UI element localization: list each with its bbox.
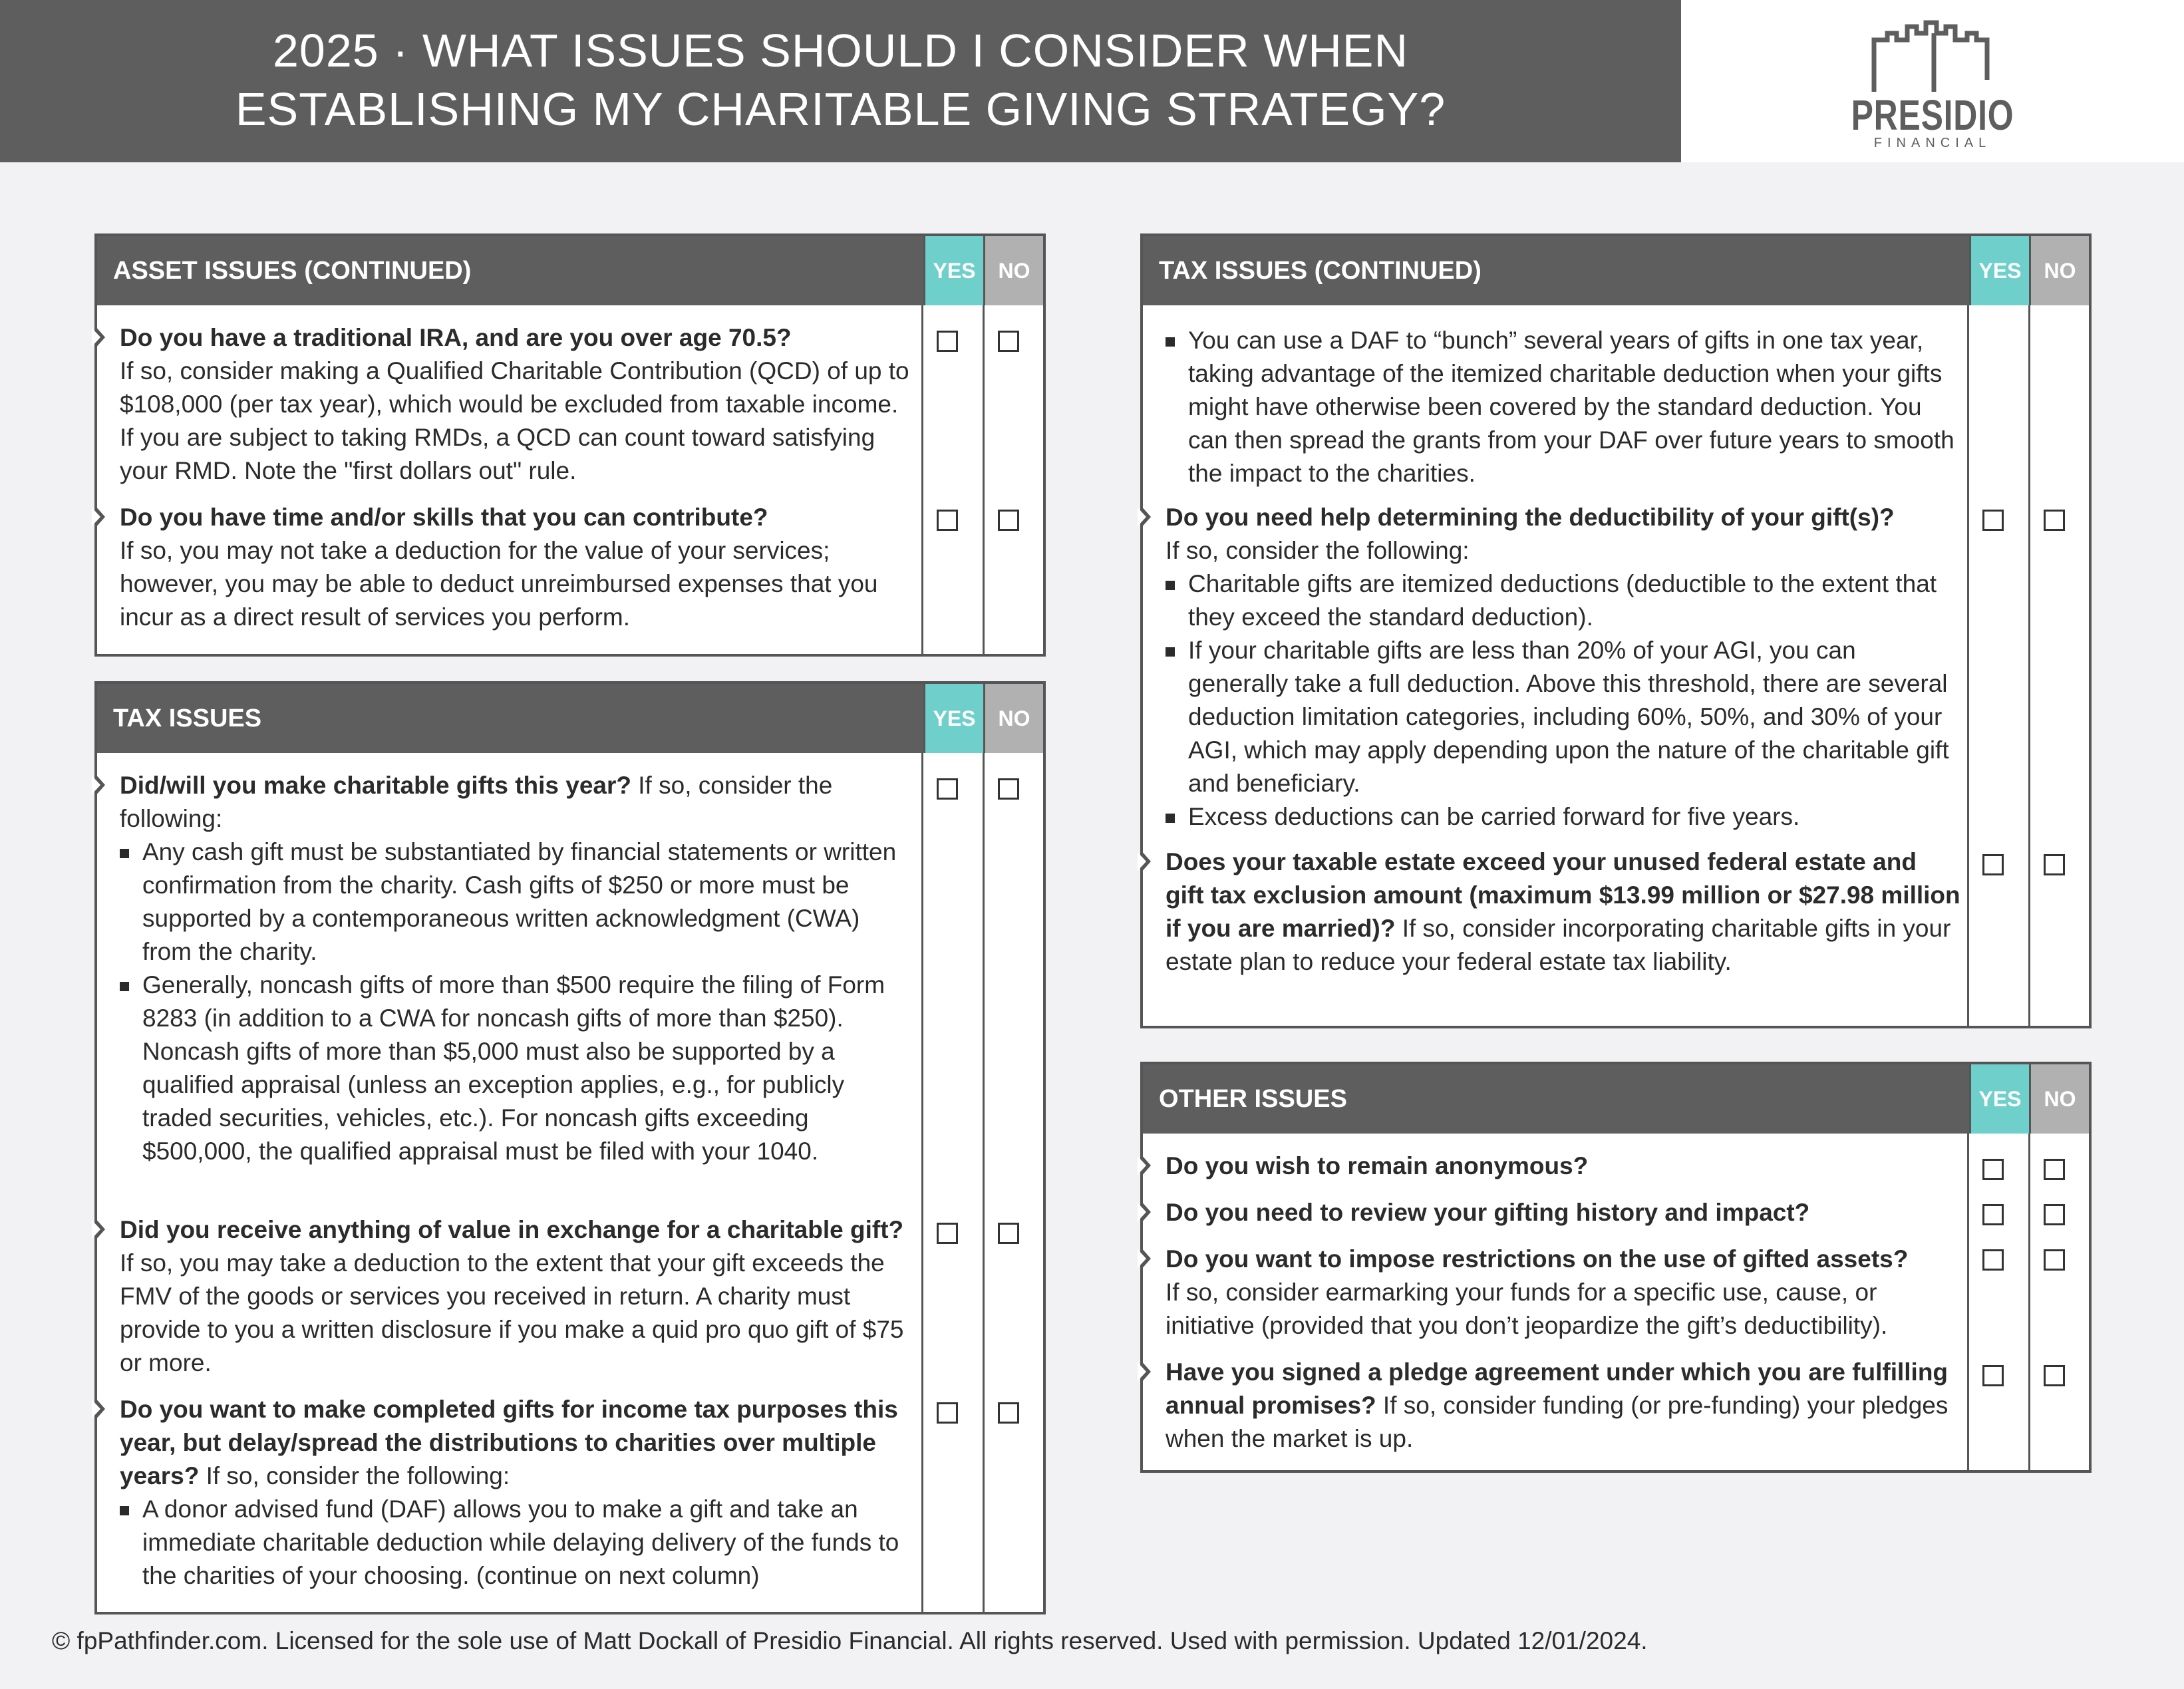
yes-column-header: YES xyxy=(923,236,983,305)
column-divider xyxy=(921,753,923,1612)
question-text: Do you have time and/or skills that you can contribute? xyxy=(120,504,768,531)
row-arrow-icon xyxy=(1140,1153,1151,1177)
question-gifting-history xyxy=(1166,1196,1961,1229)
yes-column-header: YES xyxy=(1969,236,2029,305)
row-arrow-icon xyxy=(1140,1360,1151,1384)
column-divider xyxy=(1967,305,1969,1026)
no-column-header: NO xyxy=(983,684,1043,753)
yes-checkbox[interactable] xyxy=(1982,1365,2004,1386)
yes-checkbox[interactable] xyxy=(937,510,958,531)
yes-checkbox[interactable] xyxy=(1982,1204,2004,1225)
question-text: Do you need help determining the deductibility of your gift(s)? xyxy=(1166,504,1895,531)
yes-checkbox[interactable] xyxy=(937,1402,958,1424)
yes-checkbox[interactable] xyxy=(937,778,958,800)
bullet-item: You can use a DAF to “bunch” several years of gifts in one tax year, taking advantage of the itemized charitable deduction when your gifts might have otherwise been covered by the standard deduction. You can then spread the grants from your DAF over future years to smooth the impact to the charities. xyxy=(1166,324,1961,490)
question-detail: If so, consider funding (or pre-funding) your pledges when the market is up. xyxy=(1166,1392,1949,1452)
row-arrow-icon xyxy=(94,773,105,797)
yes-checkbox[interactable] xyxy=(1982,1249,2004,1271)
no-column-header: NO xyxy=(2029,236,2089,305)
yes-checkbox[interactable] xyxy=(937,331,958,352)
panel-header xyxy=(97,684,1043,753)
question-restrictions xyxy=(1166,1243,1961,1342)
question-detail: If so, consider the following: xyxy=(120,772,833,832)
question-text: Have you signed a pledge agreement under which you are fulfilling annual promises? xyxy=(1166,1358,1949,1419)
row-arrow-icon xyxy=(94,505,105,529)
no-checkbox[interactable] xyxy=(2044,1204,2065,1225)
no-column-header: NO xyxy=(2029,1064,2089,1134)
column-divider xyxy=(1967,1134,1969,1470)
question-charitable-gifts xyxy=(120,769,915,1168)
no-checkbox[interactable] xyxy=(2044,1249,2065,1271)
asset-issues-panel xyxy=(94,233,1046,657)
title-line-2: ESTABLISHING MY CHARITABLE GIVING STRATEGY? xyxy=(235,83,1446,135)
question-text: Do you want to impose restrictions on the use of gifted assets? xyxy=(1166,1245,1909,1273)
no-column-header: NO xyxy=(983,236,1043,305)
question-detail: If so, consider the following: xyxy=(199,1462,510,1489)
question-text: Do you have a traditional IRA, and are you over age 70.5? xyxy=(120,324,792,351)
yes-column-header: YES xyxy=(1969,1064,2029,1134)
bullet-item: Charitable gifts are itemized deductions (deductible to the extent that they exceed the standard deduction). xyxy=(1166,567,1961,634)
question-text: Do you wish to remain anonymous? xyxy=(1166,1152,1589,1179)
copyright-footer: © fpPathfinder.com. Licensed for the sole use of Matt Dockall of Presidio Financial. All rights reserved. Used with permission. Updated 12/01/2024. xyxy=(52,1627,1648,1654)
column-divider xyxy=(921,305,923,654)
question-deductibility xyxy=(1166,501,1961,834)
other-issues-panel xyxy=(1140,1062,2092,1473)
panel-header xyxy=(97,236,1043,305)
logo xyxy=(1681,0,2184,162)
row-arrow-icon xyxy=(94,1217,105,1241)
question-text: Do you want to make completed gifts for income tax purposes this year, but delay/spread the distributions to charities over multiple years? xyxy=(120,1396,898,1489)
panel-title: ASSET ISSUES (CONTINUED) xyxy=(113,257,472,285)
yes-checkbox[interactable] xyxy=(1982,854,2004,875)
bullet-item: Excess deductions can be carried forward for five years. xyxy=(1166,800,1961,834)
question-text: Did/will you make charitable gifts this year? xyxy=(120,772,631,799)
column-divider xyxy=(2028,1134,2030,1470)
row-arrow-icon xyxy=(1140,849,1151,873)
header-bar xyxy=(0,0,1681,162)
panel-title: TAX ISSUES xyxy=(113,704,262,732)
panel-header xyxy=(1143,1064,2089,1134)
castle-tower-logo-icon xyxy=(1867,13,2000,93)
no-checkbox[interactable] xyxy=(2044,1365,2065,1386)
no-checkbox[interactable] xyxy=(2044,1159,2065,1180)
yes-checkbox[interactable] xyxy=(937,1223,958,1244)
question-time-skills xyxy=(120,501,915,634)
question-ira xyxy=(120,321,915,488)
no-checkbox[interactable] xyxy=(998,510,1019,531)
row-arrow-icon xyxy=(1140,1200,1151,1224)
yes-column-header: YES xyxy=(923,684,983,753)
question-text: Did you receive anything of value in exchange for a charitable gift? xyxy=(120,1216,904,1243)
yes-checkbox[interactable] xyxy=(1982,510,2004,531)
daf-bunch-note xyxy=(1166,324,1961,490)
bullet-item: A donor advised fund (DAF) allows you to make a gift and take an immediate charitable deduction while delaying delivery of the funds to the charities of your choosing. (continue on next column) xyxy=(120,1493,915,1593)
question-value-exchange xyxy=(120,1213,915,1380)
row-arrow-icon xyxy=(94,1397,105,1421)
bullet-item: Any cash gift must be substantiated by financial statements or written confirmation from the charity. Cash gifts of $250 or more must be supported by a contemporaneous written acknowledgment (CWA) from the charity. xyxy=(120,836,915,969)
row-arrow-icon xyxy=(1140,505,1151,529)
row-arrow-icon xyxy=(94,325,105,349)
bullet-item: Generally, noncash gifts of more than $500 require the filing of Form 8283 (in addition to a CWA for noncash gifts of more than $250). Noncash gifts of more than $5,000 must also be supported by a qualified appraisal (unless an exception applies, e.g., for publicly traded securities, vehicles, etc.). For noncash gifts exceeding $500,000, the qualified appraisal must be filed with your 1040. xyxy=(120,969,915,1168)
question-text: Does your taxable estate exceed your unused federal estate and gift tax exclusion amount (maximum $13.99 million or $27.98 million if you are married)? xyxy=(1166,848,1960,942)
panel-header xyxy=(1143,236,2089,305)
question-text: Do you need to review your gifting history and impact? xyxy=(1166,1199,1810,1226)
yes-checkbox[interactable] xyxy=(1982,1159,2004,1180)
logo-subtitle: FINANCIAL xyxy=(1873,136,1992,150)
question-taxable-estate xyxy=(1166,845,1961,979)
row-arrow-icon xyxy=(1140,1247,1151,1271)
question-completed-gifts xyxy=(120,1393,915,1593)
tax-issues-panel xyxy=(94,681,1046,1614)
question-detail: If so, consider earmarking your funds for a specific use, cause, or initiative (provided that you don’t jeopardize the gift’s deductibility). xyxy=(1166,1279,1888,1339)
panel-title: OTHER ISSUES xyxy=(1159,1085,1347,1113)
no-checkbox[interactable] xyxy=(998,778,1019,800)
panel-title: TAX ISSUES (CONTINUED) xyxy=(1159,257,1482,285)
logo-name: PRESIDIO xyxy=(1851,91,2014,139)
question-pledge xyxy=(1166,1356,1961,1456)
question-detail: If so, consider making a Qualified Charitable Contribution (QCD) of up to $108,000 (per tax year), which would be excluded from taxable income. If you are subject to taking RMDs, a QCD can count toward satisfying your RMD. Note the "first dollars out" rule. xyxy=(120,357,909,484)
bullet-item: If your charitable gifts are less than 20% of your AGI, you can generally take a full deduction. Above this threshold, there are several deduction limitation categories, including 60%, 50%, and 30% of your AGI, which may apply depending upon the nature of the charitable gift and beneficiary. xyxy=(1166,634,1961,800)
title-line-1: 2025 · WHAT ISSUES SHOULD I CONSIDER WHEN xyxy=(272,25,1409,77)
no-checkbox[interactable] xyxy=(998,1223,1019,1244)
no-checkbox[interactable] xyxy=(998,331,1019,352)
tax-issues-continued-panel xyxy=(1140,233,2092,1028)
column-divider xyxy=(2028,305,2030,1026)
question-anonymous xyxy=(1166,1150,1961,1183)
question-detail: If so, consider the following: xyxy=(1166,537,1470,564)
column-divider xyxy=(983,753,985,1612)
question-detail: If so, you may take a deduction to the extent that your gift exceeds the FMV of the goods or services you received in return. A charity must provide to you a written disclosure if you make a quid pro quo gift of $75 or more. xyxy=(120,1249,904,1376)
no-checkbox[interactable] xyxy=(998,1402,1019,1424)
question-detail: If so, consider incorporating charitable gifts in your estate plan to reduce your federal estate tax liability. xyxy=(1166,915,1951,975)
no-checkbox[interactable] xyxy=(2044,510,2065,531)
question-detail: If so, you may not take a deduction for the value of your services; however, you may be able to deduct unreimbursed expenses that you incur as a direct result of services you perform. xyxy=(120,537,878,631)
no-checkbox[interactable] xyxy=(2044,854,2065,875)
page-title xyxy=(0,21,1681,138)
column-divider xyxy=(983,305,985,654)
